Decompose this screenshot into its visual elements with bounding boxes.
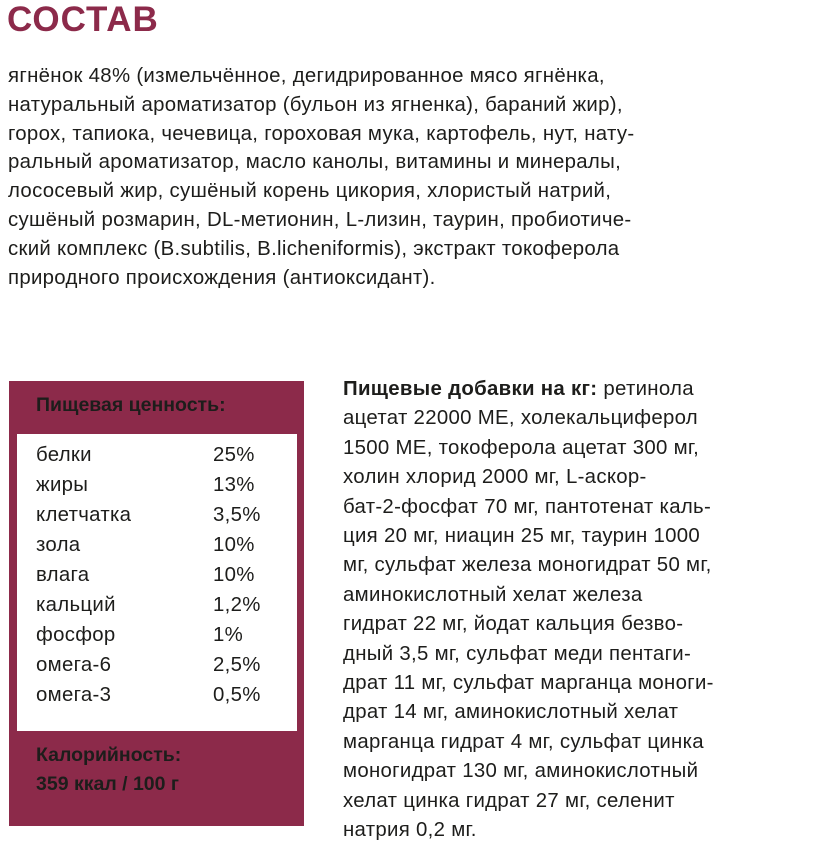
additives-heading: Пищевые добавки на кг: (343, 378, 598, 400)
additives-line: ция 20 мг, ниацин 25 мг, таурин 1000 (343, 525, 701, 548)
additives-line: холин хлорид 2000 мг, L-аскор- (343, 466, 647, 489)
nutrient-value: 2,5% (213, 654, 261, 676)
nutrition-panel-header (9, 381, 304, 434)
nutrition-table (17, 434, 297, 731)
nutrition-panel (9, 381, 304, 826)
additives-line: ретинола (597, 378, 694, 400)
nutrient-value: 10% (213, 534, 255, 556)
nutrient-name: зола (36, 534, 81, 556)
composition-line: лососевый жир, сушёный корень цикория, хлористый натрий, (8, 180, 612, 203)
nutrient-value: 1% (213, 624, 244, 646)
nutrient-name: жиры (36, 474, 89, 496)
additives-line: ацетат 22000 МЕ, холекальциферол (343, 407, 698, 430)
additives-first-line (343, 375, 813, 404)
calories-label: Калорийность: (36, 744, 182, 766)
additives-line: натрия 0,2 мг. (343, 819, 477, 842)
additives-line: драт 14 мг, аминокислотный хелат (343, 701, 679, 724)
nutrient-name: белки (36, 444, 92, 466)
nutrition-row (36, 594, 286, 624)
nutrition-row (36, 444, 286, 474)
additives-line: моногидрат 130 мг, аминокислотный (343, 760, 699, 783)
calories-block (36, 741, 181, 799)
additives-line: 1500 МЕ, токоферола ацетат 300 мг, (343, 436, 700, 459)
additives-line: гидрат 22 мг, йодат кальция безво- (343, 613, 684, 636)
nutrient-value: 13% (213, 474, 255, 496)
composition-line: природного происхождения (антиоксидант). (8, 266, 436, 289)
nutrient-value: 25% (213, 444, 255, 466)
nutrition-heading: Пищевая ценность: (36, 394, 226, 416)
nutrition-row (36, 564, 286, 594)
nutrient-value: 0,5% (213, 684, 261, 706)
nutrition-row (36, 474, 286, 504)
composition-line: сушёный розмарин, DL-метионин, L-лизин, таурин, пробиотиче- (8, 208, 632, 231)
nutrient-value: 10% (213, 564, 255, 586)
nutrient-name: влага (36, 564, 90, 586)
additives-line: аминокислотный хелат железа (343, 583, 643, 606)
additives-line: марганца гидрат 4 мг, сульфат цинка (343, 730, 704, 753)
nutrition-row (36, 654, 286, 684)
composition-line: ский комплекс (B.subtilis, B.licheniformis), экстракт токоферола (8, 237, 620, 260)
composition-text (8, 62, 808, 292)
composition-line: натуральный ароматизатор (бульон из ягненка), бараний жир), (8, 93, 623, 116)
nutrient-value: 3,5% (213, 504, 261, 526)
nutrition-row (36, 684, 286, 714)
composition-line: ральный ароматизатор, масло канолы, витамины и минералы, (8, 151, 622, 174)
nutrient-name: фосфор (36, 624, 116, 646)
additives-line: мг, сульфат железа моногидрат 50 мг, (343, 554, 712, 577)
nutrition-row (36, 504, 286, 534)
nutrient-name: кальций (36, 594, 116, 616)
nutrient-value: 1,2% (213, 594, 261, 616)
nutrient-name: клетчатка (36, 504, 132, 526)
additives-line: дный 3,5 мг, сульфат меди пентаги- (343, 642, 692, 665)
section-title: СОСТАВ (7, 0, 159, 39)
additives-text (343, 375, 813, 846)
additives-line: хелат цинка гидрат 27 мг, селенит (343, 789, 675, 812)
additives-line: драт 11 мг, сульфат марганца моноги- (343, 672, 714, 695)
nutrient-name: омега-6 (36, 654, 112, 676)
nutrition-row (36, 624, 286, 654)
calories-value: 359 ккал / 100 г (36, 773, 180, 795)
nutrition-row (36, 534, 286, 564)
composition-line: горох, тапиока, чечевица, гороховая мука, картофель, нут, нату- (8, 122, 635, 145)
composition-line: ягнёнок 48% (измельчённое, дегидрированное мясо ягнёнка, (8, 65, 605, 87)
nutrient-name: омега-3 (36, 684, 112, 706)
additives-line: бат-2-фосфат 70 мг, пантотенат каль- (343, 495, 712, 518)
